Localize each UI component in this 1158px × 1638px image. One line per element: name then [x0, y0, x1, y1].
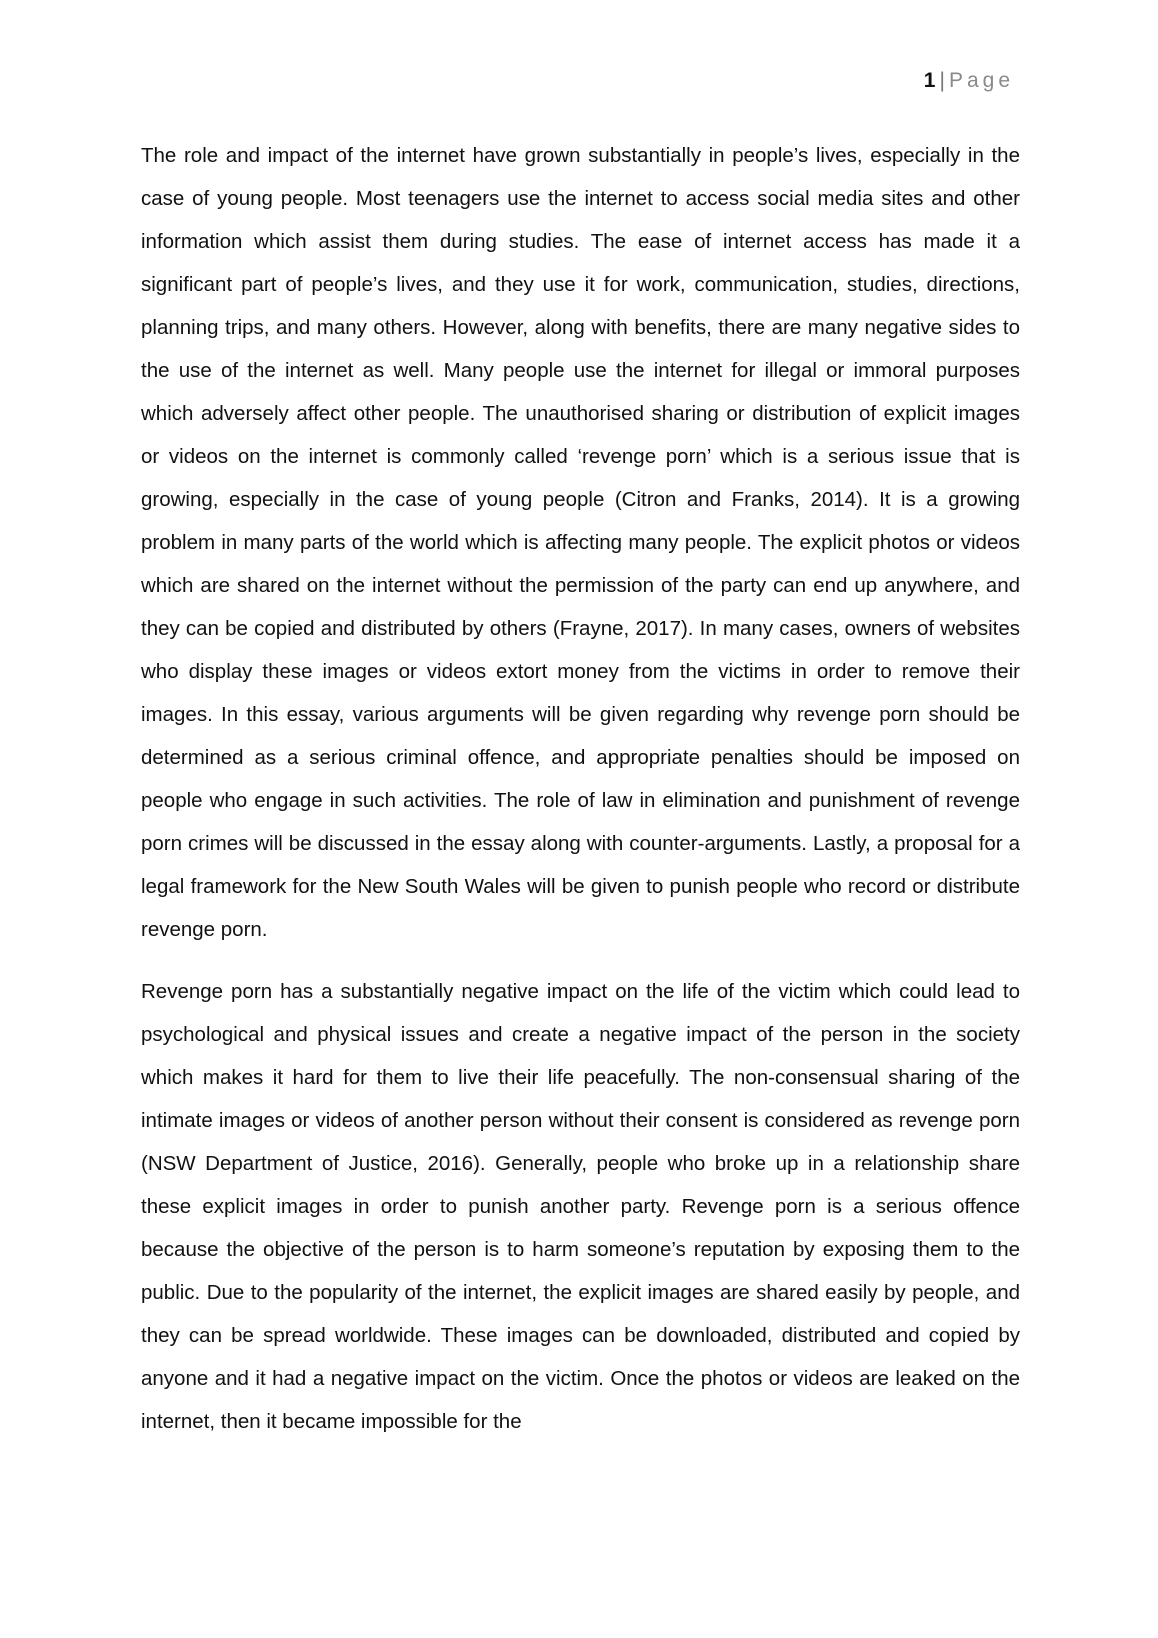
- paragraph-2: Revenge porn has a substantially negative impact on the life of the victim which could lead to psychological and physical issues and create a negative impact of the person in the society which makes it hard for them to live their life peacefully. The non-consensual sharing of the intimate images or videos of another person without their consent is considered as revenge porn (NSW Department of Justice, 2016). Generally, people who broke up in a relationship share these explicit images in order to punish another party. Revenge porn is a serious offence because the objective of the person is to harm someone’s reputation by exposing them to the public. Due to the popularity of the internet, the explicit images are shared easily by people, and they can be spread worldwide. These images can be downloaded, distributed and copied by anyone and it had a negative impact on the victim. Once the photos or videos are leaked on the internet, then it became impossible for the: [141, 980, 1020, 1433]
- page-label: Page: [948, 69, 1014, 92]
- essay-body: [141, 134, 1020, 1462]
- page-separator: |: [939, 69, 945, 92]
- paragraph-1: The role and impact of the internet have grown substantially in people’s lives, especially in the case of young people. Most teenagers use the internet to access social media sites and other information which assist them during studies. The ease of internet access has made it a significant part of people’s lives, and they use it for work, communication, studies, directions, planning trips, and many others. However, along with benefits, there are many negative sides to the use of the internet as well. Many people use the internet for illegal or immoral purposes which adversely affect other people. The unauthorised sharing or distribution of explicit images or videos on the internet is commonly called ‘revenge porn’ which is a serious issue that is growing, especially in the case of young people (Citron and Franks, 2014). It is a growing problem in many parts of the world which is affecting many people. The explicit photos or videos which are shared on the internet without the permission of the party can end up anywhere, and they can be copied and distributed by others (Frayne, 2017). In many cases, owners of websites who display these images or videos extort money from the victims in order to remove their images. In this essay, various arguments will be given regarding why revenge porn should be determined as a serious criminal offence, and appropriate penalties should be imposed on people who engage in such activities. The role of law in elimination and punishment of revenge porn crimes will be discussed in the essay along with counter-arguments. Lastly, a proposal for a legal framework for the New South Wales will be given to punish people who record or distribute revenge porn.: [141, 144, 1020, 941]
- page-number: 1: [923, 69, 936, 92]
- page-header: [924, 68, 1014, 94]
